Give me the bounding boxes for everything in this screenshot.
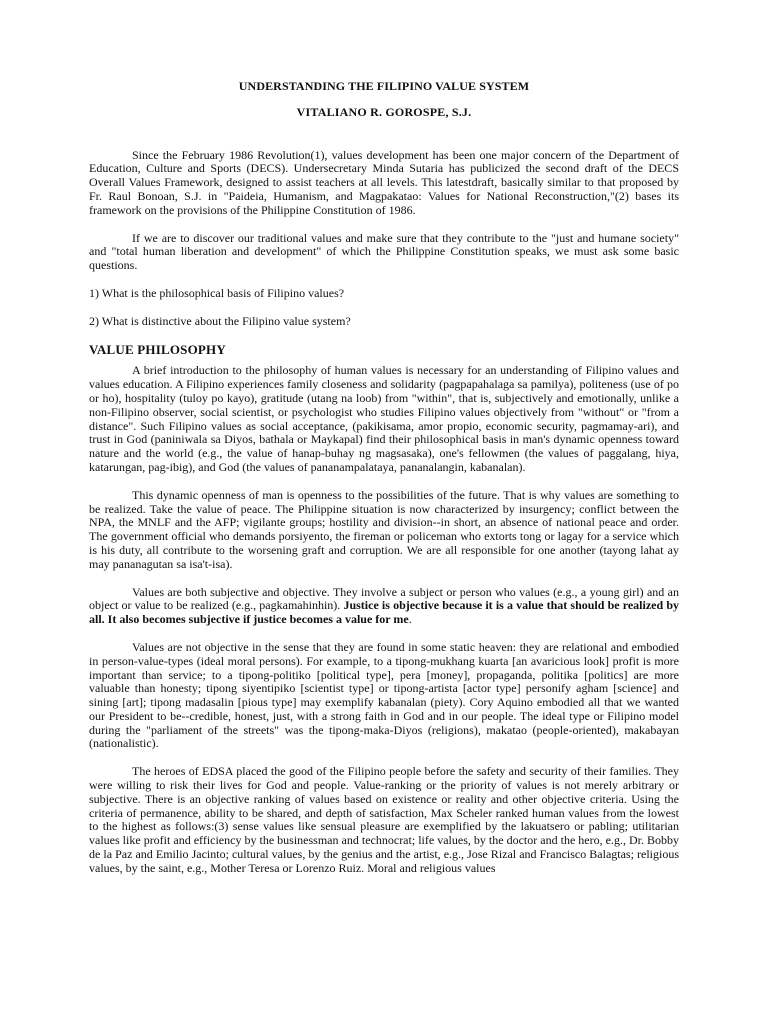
intro-paragraph-2: If we are to discover our traditional values and make sure that they contribute to the "just and humane society" and "total human liberation and development" of which the Philippine Constitution speaks, we must ask some basic questions.: [89, 230, 679, 273]
value-philosophy-paragraph-3: [89, 586, 679, 627]
paragraph-end: .: [408, 612, 412, 627]
intro-paragraph-1: Since the February 1986 Revolution(1), values development has been one major concern of the Department of Education, Culture and Sports (DECS). Undersecretary Minda Sutaria has publicized the second draft of the DECS Overall Values Framework, designed to assist teachers at all levels. This latestdraft, basically similar to that proposed by Fr. Raul Bonoan, S.J. in "Paideia, Humanism, and Magpakatao: Values for National Reconstruction,"(2) bases its framework on the provisions of the Philippine Constitution of 1986.: [89, 147, 679, 217]
emphasized-text: Justice is objective because it is a value that should be realized by all. It also becomes subjective if justice becomes a value for me: [89, 598, 679, 627]
value-philosophy-paragraph-4: Values are not objective in the sense that they are found in some static heaven: they are relational and embodied in person-value-types (ideal moral persons). For example, to a tipong-mukhang kuarta [an avaricious look] profit is more important than service; to a tipong-politiko [political type], pera [money], propaganda, politika [politics] are more valuable than honesty; tipong siyentipiko [scientist type] or tipong-artista [actor type] personify agham [science] and sining [art]; tipong madasalin [pious type] may exemplify kabanalan (piety). Cory Aquino embodied all that we wanted our President to be--credible, honest, just, with a strong faith in God and in our people. The ideal type or Filipino model during the "parliament of the streets" was the tipong-maka-Diyos (religions), makatao (people-oriented), makabayan (nationalistic).: [89, 639, 679, 751]
value-philosophy-paragraph-1: A brief introduction to the philosophy of human values is necessary for an understanding of Filipino values and values education. A Filipino experiences family closeness and solidarity (pagpapahalaga sa pamilya), politeness (use of po or ho), hospitality (tuloy po kayo), gratitude (utang na loob) from "within", that is, subjectively and emotionally, unlike a non-Filipino observer, social scientist, or psychologist who studies Filipino values objectively from "without" or "from a distance". Such Filipino values as social acceptance, (pakikisama, amor propio, economic security, pagmamay-ari), and trust in God (paniniwala sa Diyos, bathala or Maykapal) find their philosophical basis in man's dynamic openness toward nature and the world (e.g., the value of hanap-buhay ng magsasaka), one's fellowmen (the values of paggalang, hiya, katarungan, pag-ibig), and God (the values of pananampalataya, pananalangin, kabanalan).: [89, 363, 679, 474]
question-2: 2) What is distinctive about the Filipino value system?: [89, 313, 351, 328]
question-1: 1) What is the philosophical basis of Filipino values?: [89, 285, 345, 300]
document-title: UNDERSTANDING THE FILIPINO VALUE SYSTEM: [238, 79, 530, 93]
value-philosophy-paragraph-2: This dynamic openness of man is openness to the possibilities of the future. That is why values are something to be realized. Take the value of peace. The Philippine situation is now characterized by insurgency; conflict between the NPA, the MNLF and the AFP; vigilante groups; hostility and division--in short, an absence of national peace and order. The government official who demands porsiyento, the fireman or policeman who extorts tong or lagay for a service which is his duty, all contribute to the worsening graft and corruption. We are all responsible for one another (tayong lahat ay may pananagutan sa isa't-isa).: [89, 487, 679, 571]
value-philosophy-paragraph-5: The heroes of EDSA placed the good of the Filipino people before the safety and security of their families. They were willing to risk their lives for God and people. Value-ranking or the priority of values is not merely arbitrary or subjective. There is an objective ranking of values based on existence or reality and other objective criteria. Using the criteria of permanence, ability to be shared, and depth of satisfaction, Max Scheler ranked human values from the lowest to the highest as follows:(3) sense values like sensual pleasure are exemplified by the lakuatsero or pabling; utilitarian values like profit and efficiency by the businessman and technocrat; life values, by the doctor and the hero, e.g., Dr. Bobby de la Paz and Emilio Jacinto; cultural values, by the genius and the artist, e.g., Jose Rizal and Francisco Balagtas; religious values, by the saint, e.g., Mother Teresa or Lorenzo Ruiz. Moral and religious values: [89, 764, 679, 875]
section-heading: VALUE PHILOSOPHY: [89, 341, 226, 357]
document-page: [89, 0, 679, 876]
paragraph-text: Values are both subjective and objective. They involve a subject or person who values (e.g., a young girl) and an object or value to be realized (e.g., pagkamahinhin).: [89, 584, 679, 613]
document-author: VITALIANO R. GOROSPE, S.J.: [296, 104, 472, 119]
